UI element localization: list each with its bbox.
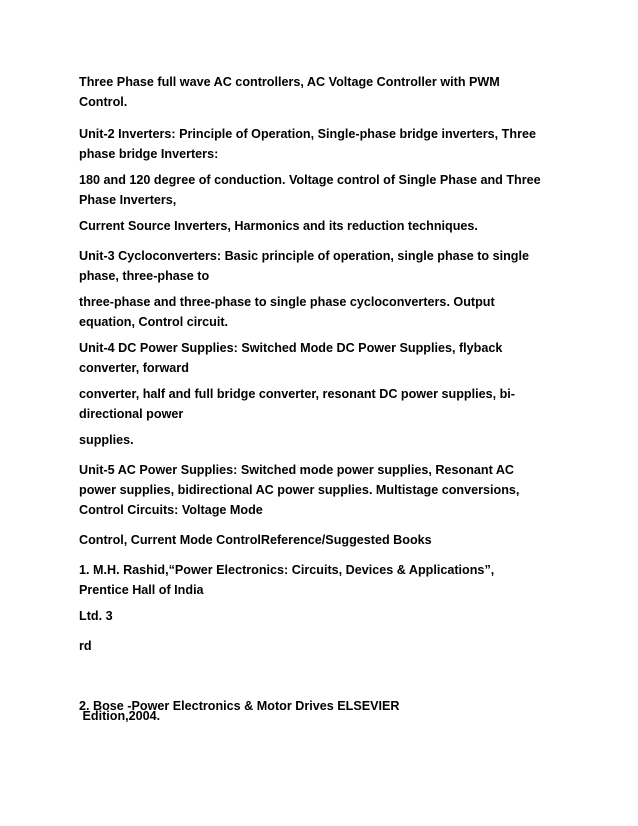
paragraph-unit-4 [79, 338, 579, 378]
paragraph-ac-controllers [79, 72, 579, 112]
paragraph-supplies [79, 430, 579, 450]
text-line: 2. Bose -Power Electronics & Motor Drives ELSEVIER [79, 699, 400, 713]
text-line: rd [79, 639, 92, 653]
paragraph-edition [79, 666, 579, 766]
paragraph-rd [79, 636, 579, 656]
text-line: Current Source Inverters, Harmonics and its reduction techniques. [79, 219, 478, 233]
text-line: converter, forward [79, 361, 189, 375]
text-line: Unit-3 Cycloconverters: Basic principle of operation, single phase to single [79, 249, 529, 263]
paragraph-unit-5 [79, 460, 579, 520]
paragraph-unit-3 [79, 246, 579, 286]
text-line: Control. [79, 95, 128, 109]
paragraph-cycloconverters [79, 292, 579, 332]
paragraph-current-source [79, 216, 579, 236]
text-line: converter, half and full bridge converter, resonant DC power supplies, bi- [79, 387, 515, 401]
text-line: phase, three-phase to [79, 269, 210, 283]
text-line: Control, Current Mode ControlReference/Suggested Books [79, 533, 432, 547]
paragraph-converters [79, 384, 579, 424]
text-line: Prentice Hall of India [79, 583, 204, 597]
paragraph-reference-1 [79, 560, 579, 600]
text-line: Unit-2 Inverters: Principle of Operation, Single-phase bridge inverters, Three [79, 127, 536, 141]
text-line: Unit-5 AC Power Supplies: Switched mode power supplies, Resonant AC [79, 463, 515, 477]
paragraph-unit-2 [79, 124, 579, 164]
text-line: Phase Inverters, [79, 193, 177, 207]
text-line: supplies. [79, 433, 134, 447]
text-line: three-phase and three-phase to single phase cycloconverters. Output [79, 295, 495, 309]
text-line: directional power [79, 407, 184, 421]
paragraph-reference-2 [79, 696, 579, 716]
paragraph-control-reference [79, 530, 579, 550]
text-line: Control Circuits: Voltage Mode [79, 503, 263, 517]
paragraph-ltd [79, 606, 579, 626]
text-line: 1. M.H. Rashid,“Power Electronics: Circuits, Devices & Applications”, [79, 563, 495, 577]
text-line: Edition,2004. [79, 709, 161, 723]
text-line: Unit-4 DC Power Supplies: Switched Mode DC Power Supplies, flyback [79, 341, 503, 355]
text-line: phase bridge Inverters: [79, 147, 219, 161]
text-line: power supplies, bidirectional AC power supplies. Multistage conversions, [79, 483, 520, 497]
text-line: Three Phase full wave AC controllers, AC Voltage Controller with PWM [79, 75, 500, 89]
paragraph-conduction [79, 170, 579, 210]
text-line: 180 and 120 degree of conduction. Voltage control of Single Phase and Three [79, 173, 541, 187]
text-line: equation, Control circuit. [79, 315, 229, 329]
text-line: Ltd. 3 [79, 609, 113, 623]
